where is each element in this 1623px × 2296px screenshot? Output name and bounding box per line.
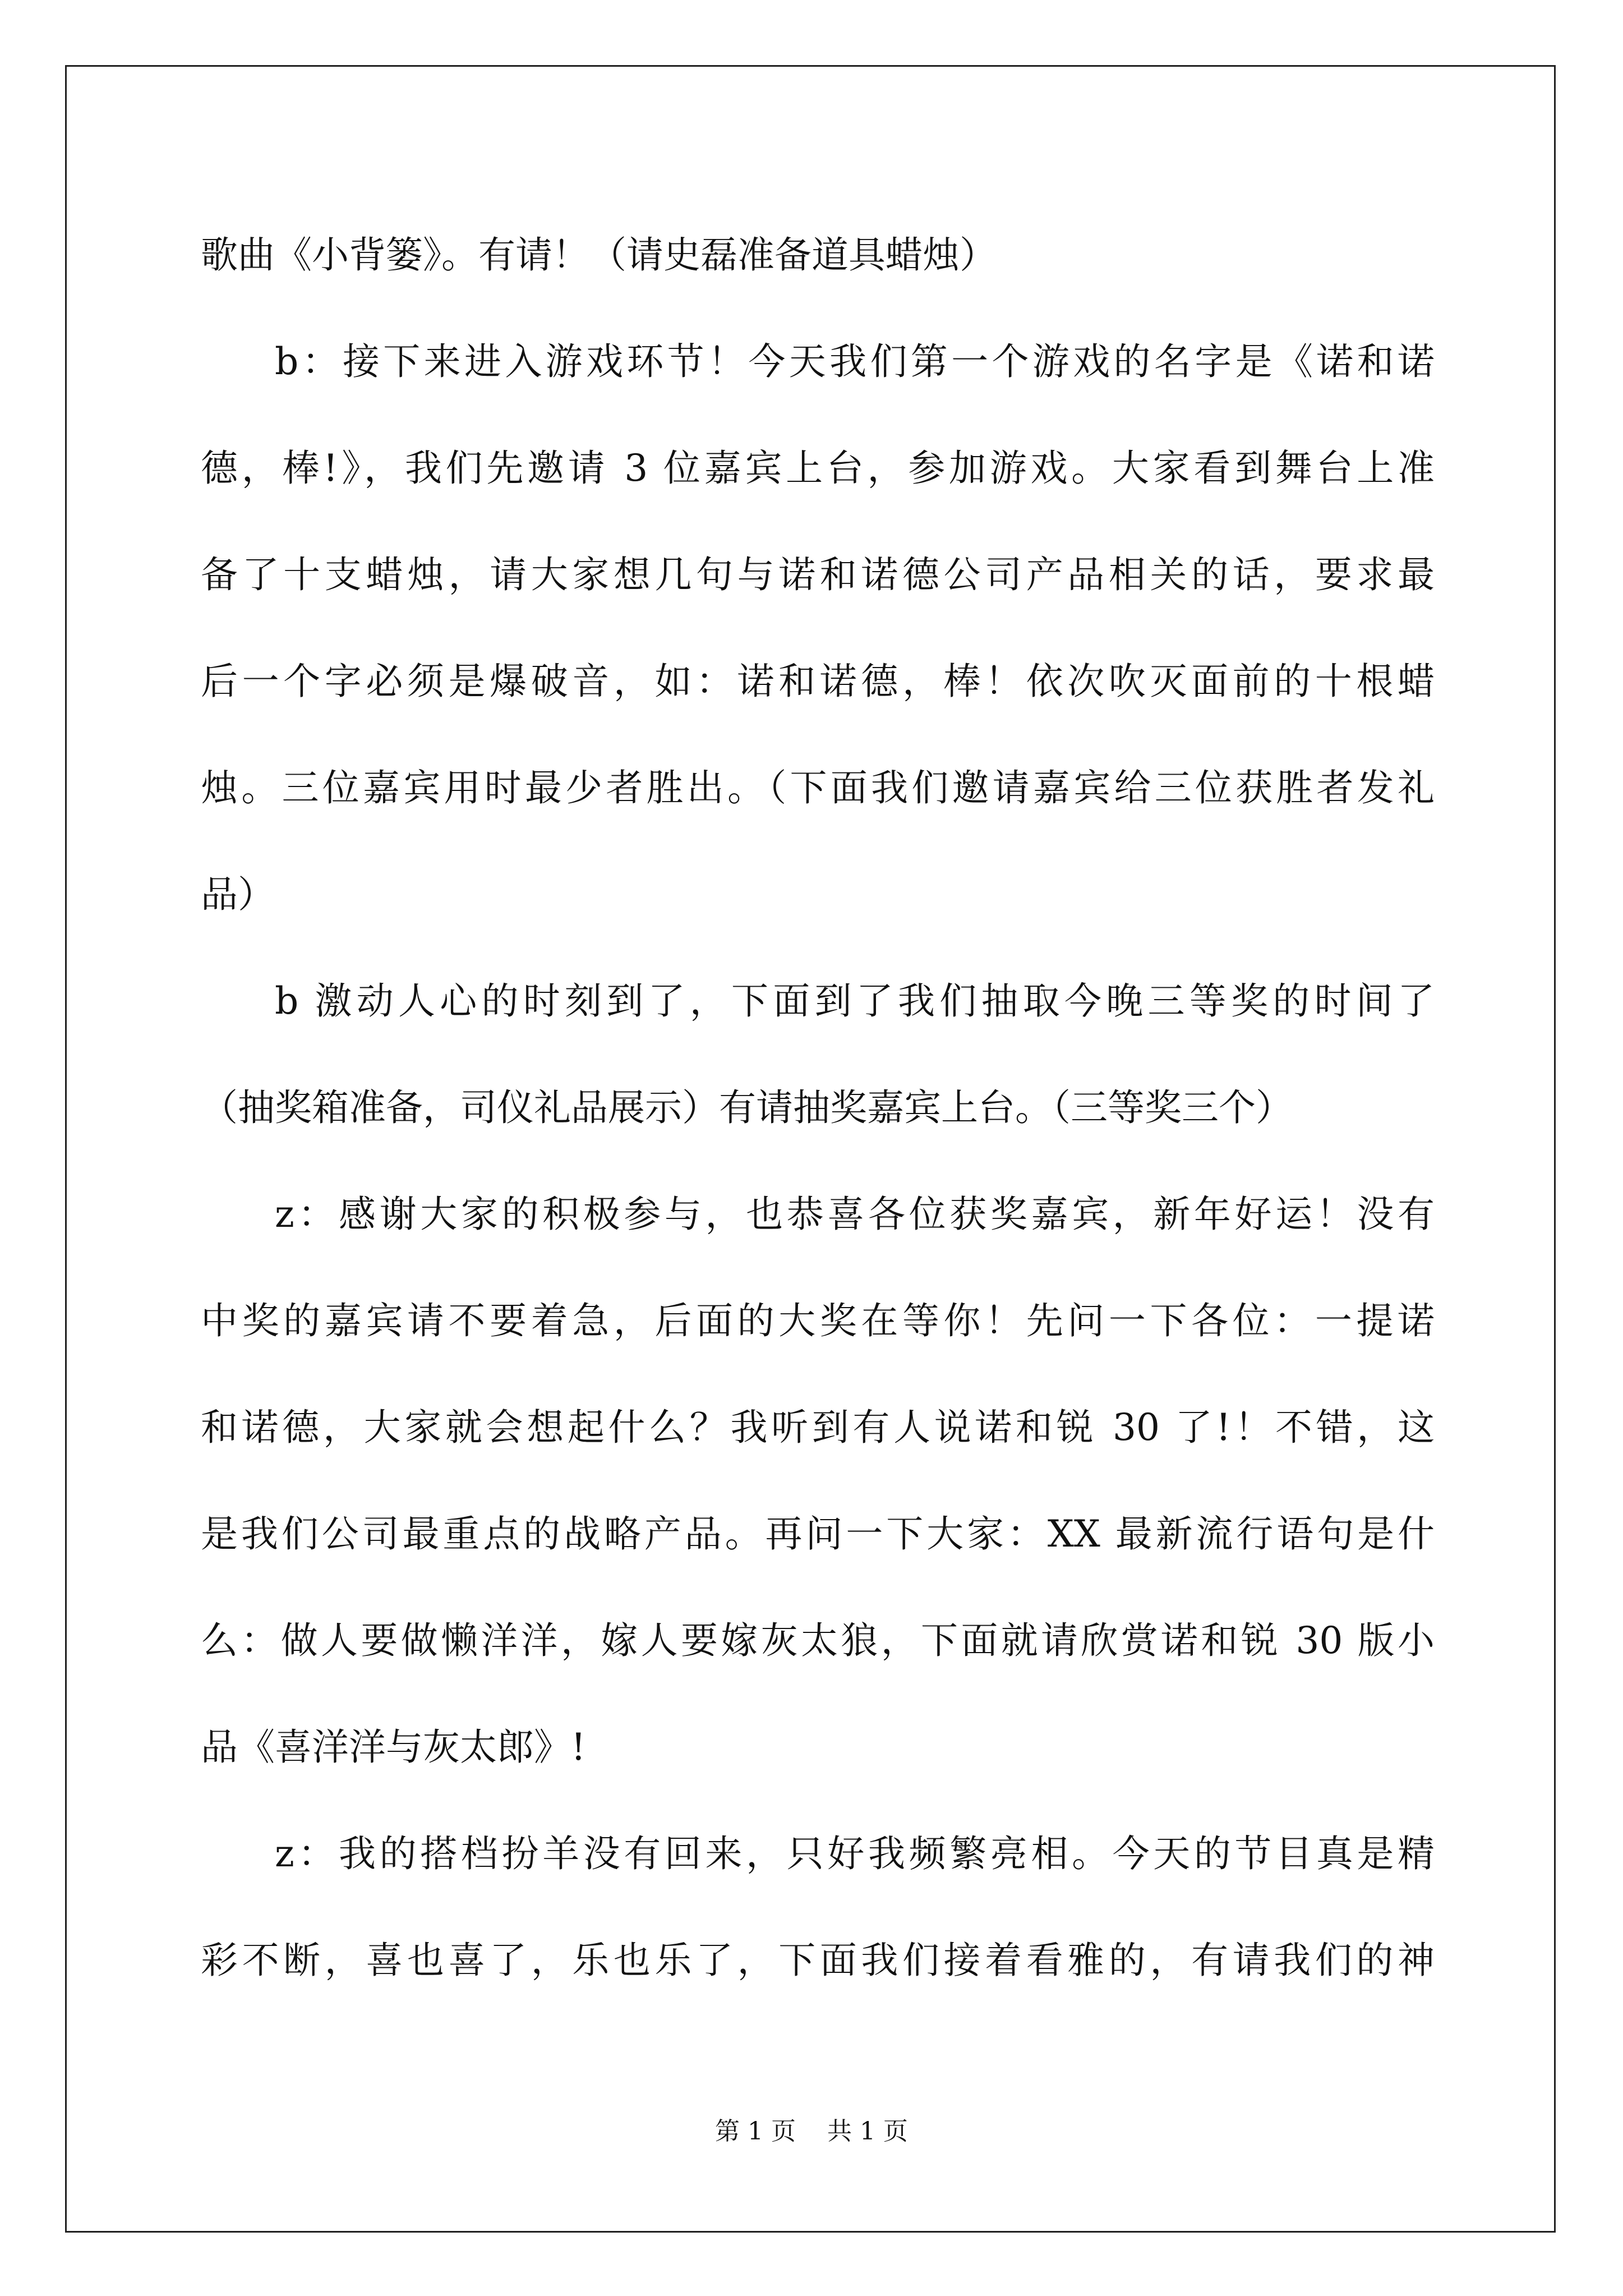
text-line: 德，棒!》，我们先邀请 3 位嘉宾上台，参加游戏。大家看到舞台上准 bbox=[201, 447, 1435, 490]
text-line: 么：做人要做懒洋洋，嫁人要嫁灰太狼，下面就请欣赏诺和锐 30 版小 bbox=[201, 1619, 1435, 1662]
text-line: 备了十支蜡烛，请大家想几句与诺和诺德公司产品相关的话，要求最 bbox=[201, 553, 1435, 596]
text-line: 品） bbox=[201, 873, 275, 916]
text-line: 烛。三位嘉宾用时最少者胜出。（下面我们邀请嘉宾给三位获胜者发礼 bbox=[201, 766, 1435, 809]
page-number: 第 1 页 bbox=[715, 2117, 796, 2146]
text-line: 是我们公司最重点的战略产品。再问一下大家：XX 最新流行语句是什 bbox=[201, 1512, 1435, 1556]
text-line: 和诺德，大家就会想起什么？我听到有人说诺和锐 30 了!！不错，这 bbox=[201, 1406, 1435, 1449]
text-line: b 激动人心的时刻到了，下面到了我们抽取今晚三等奖的时间了 bbox=[275, 979, 1435, 1023]
page-total: 共 1 页 bbox=[827, 2117, 908, 2146]
text-line: 歌曲《小背篓》。有请！（请史磊准备道具蜡烛） bbox=[201, 233, 997, 277]
text-line: 品《喜洋洋与灰太郎》! bbox=[201, 1726, 586, 1769]
text-line: b：接下来进入游戏环节！今天我们第一个游戏的名字是《诺和诺 bbox=[275, 340, 1435, 383]
document-body bbox=[201, 202, 1435, 2014]
text-line: z：感谢大家的积极参与，也恭喜各位获奖嘉宾，新年好运！没有 bbox=[275, 1193, 1435, 1236]
text-line: 中奖的嘉宾请不要着急，后面的大奖在等你！先问一下各位：一提诺 bbox=[201, 1299, 1435, 1342]
text-line: 彩不断，喜也喜了，乐也乐了，下面我们接着看雅的，有请我们的神 bbox=[201, 1939, 1435, 1982]
text-line: z：我的搭档扮羊没有回来，只好我频繁亮相。今天的节目真是精 bbox=[275, 1832, 1435, 1875]
text-line: （抽奖箱准备，司仪礼品展示）有请抽奖嘉宾上台。（三等奖三个） bbox=[201, 1086, 1293, 1129]
text-line: 后一个字必须是爆破音，如：诺和诺德，棒！依次吹灭面前的十根蜡 bbox=[201, 660, 1435, 703]
page-footer bbox=[0, 2115, 1623, 2148]
